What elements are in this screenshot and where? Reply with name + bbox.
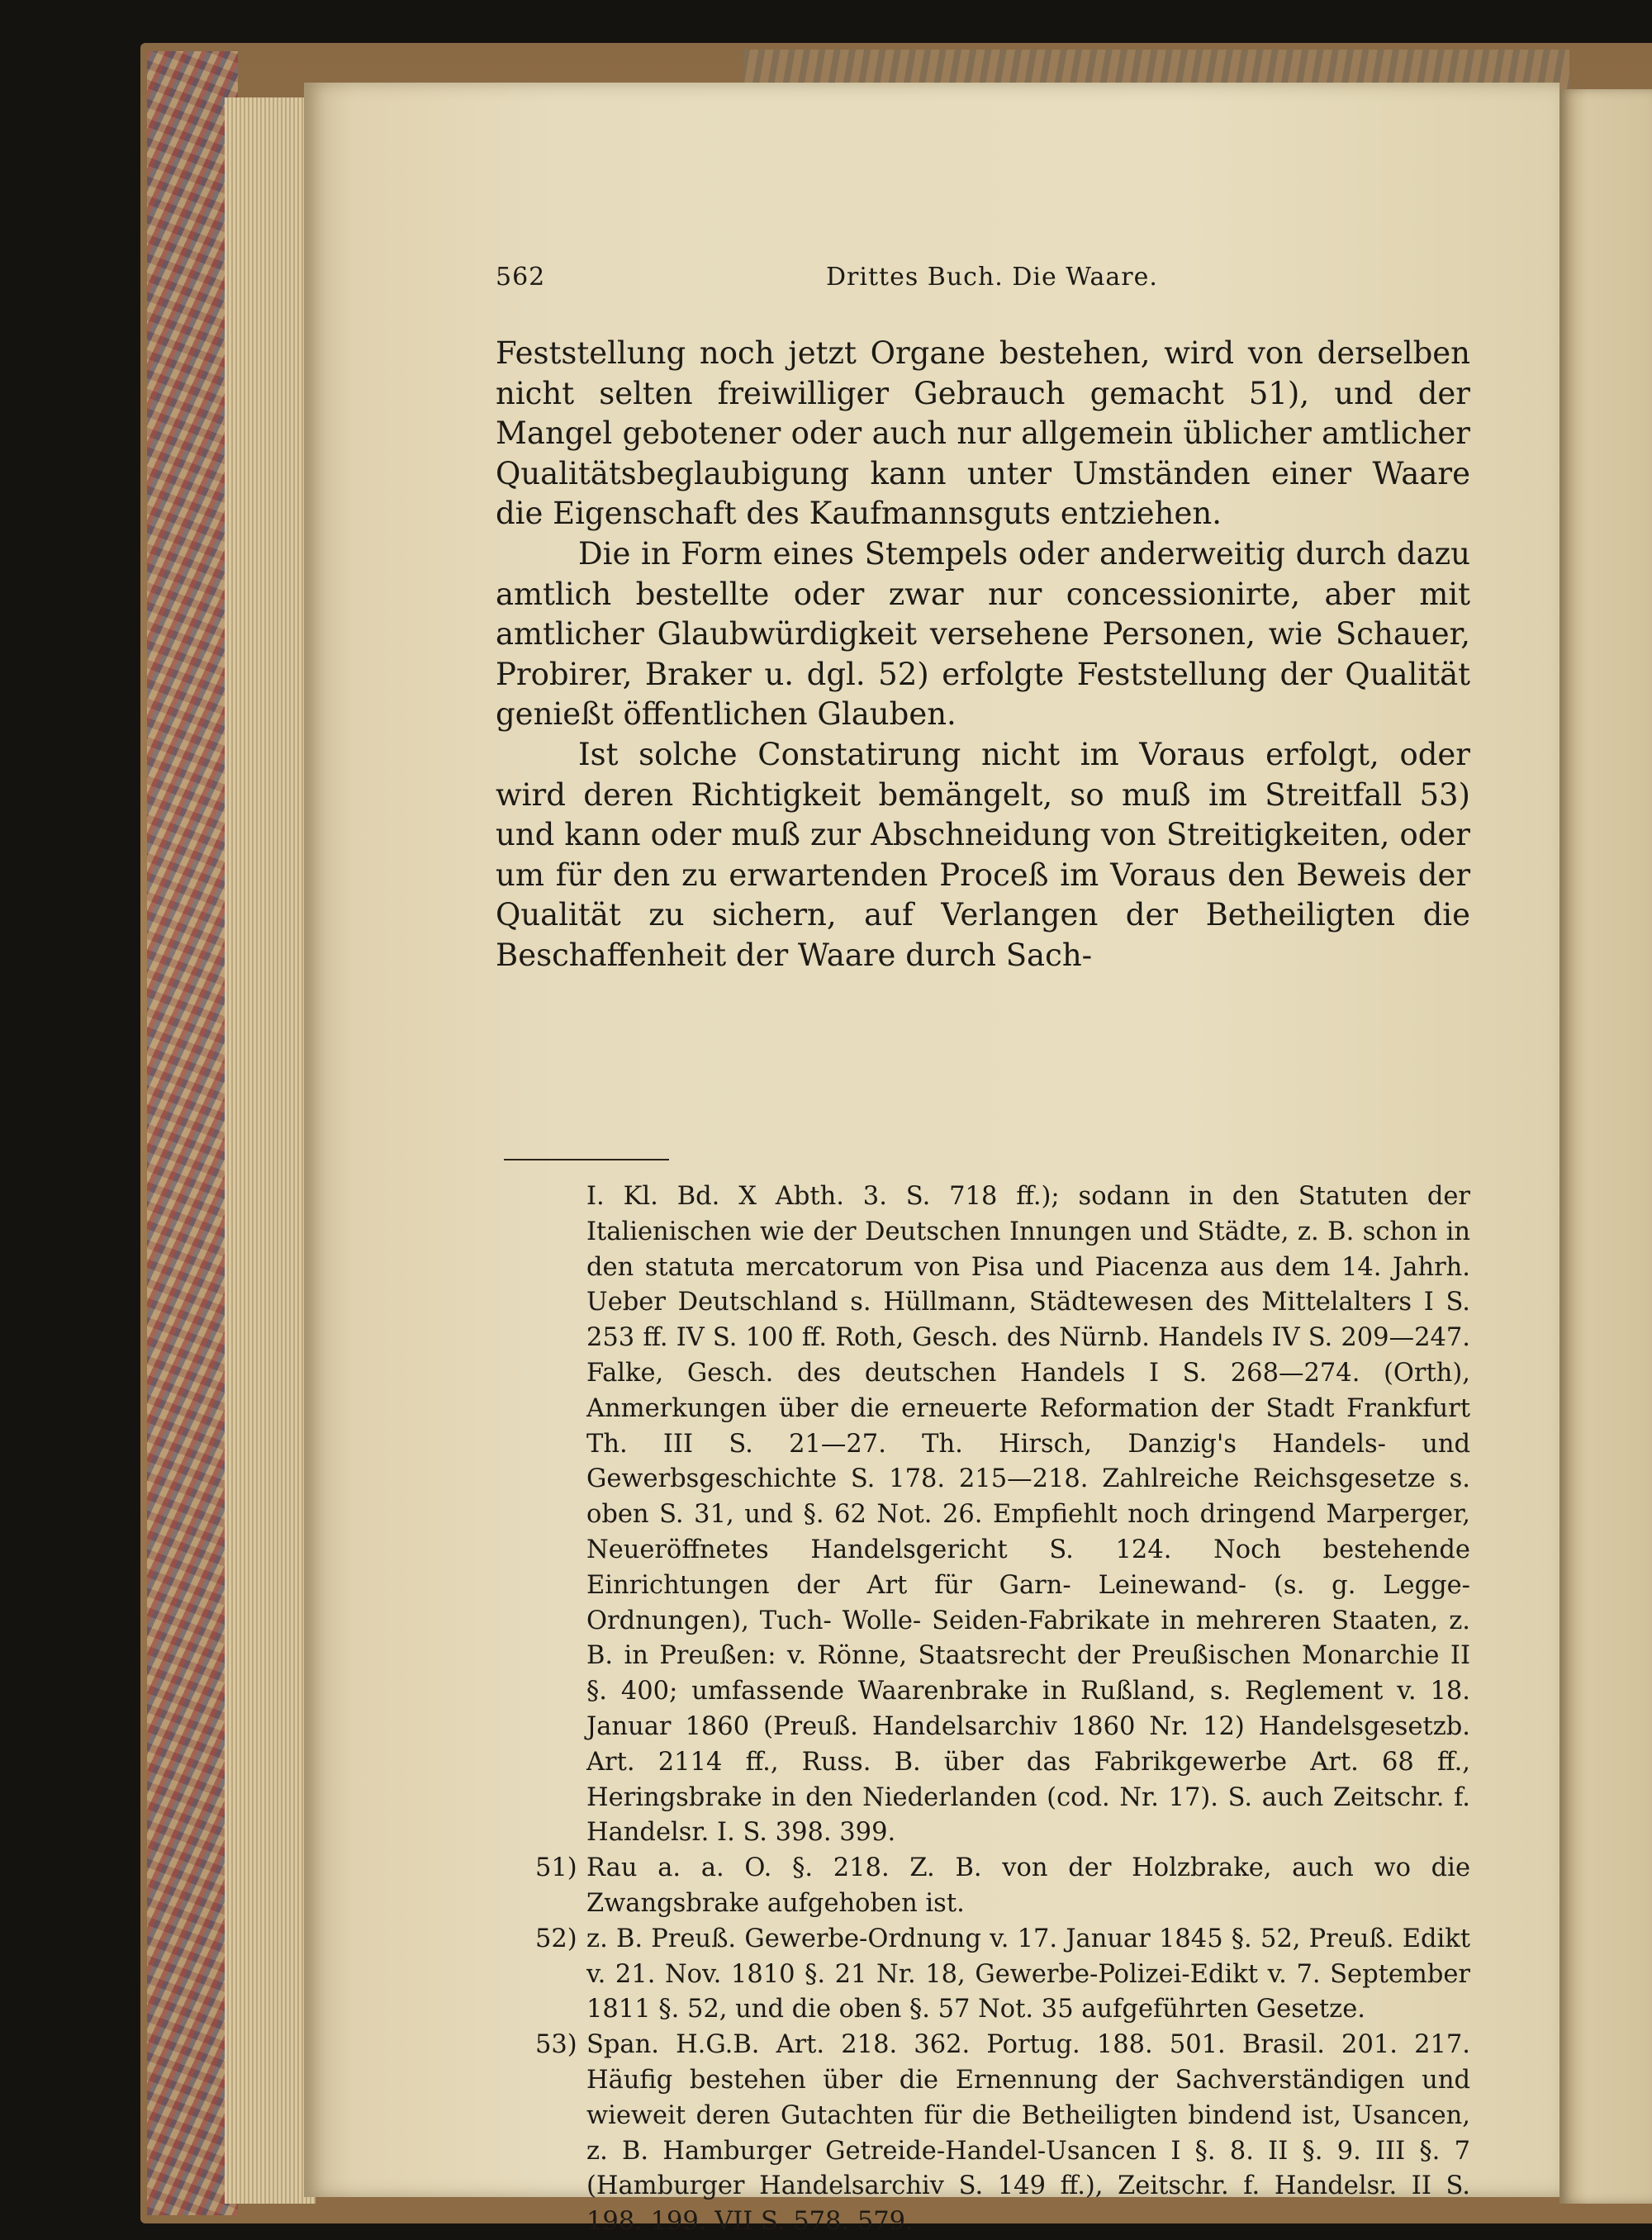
footnote-number: 51) <box>535 1853 577 1883</box>
main-text <box>496 334 1470 976</box>
paragraph: Die in Form eines Stempels oder anderweitig durch dazu amtlich bestellte oder zwar nur concessionirte, aber mit amtlicher Glaubwürdigkeit versehene Personen, wie Schauer, Probirer, Braker u. dgl. 52) erfolgte Feststellung der Qualität genießt öffentlichen Glauben. <box>496 535 1470 733</box>
footnote-rule <box>504 1159 669 1160</box>
page-number: 562 <box>496 263 546 292</box>
footnote-text: z. B. Preuß. Gewerbe-Ordnung v. 17. Januar 1845 §. 52, Preuß. Edikt v. 21. Nov. 1810 §. 21 Nr. 18, Gewerbe-Polizei-Edikt v. 7. September 1811 §. 52, und die oben §. 57 Not. 35 aufgeführten Gesetze. <box>586 1924 1470 2024</box>
footnote-number: 53) <box>535 2030 577 2060</box>
footnote-51 <box>496 1851 1470 1922</box>
footnote-text: Span. H.G.B. Art. 218. 362. Portug. 188. 501. Brasil. 201. 217. Häufig bestehen über die Ernennung der Sachverständigen und wieweit deren Gutachten für die Betheiligten bindend ist, Usancen, z. B. Hamburger Getreide-Handel-Usancen I §. 8. II §. 9. III §. 7 (Hamburger Handelsarchiv S. 149 ff.), Zeitschr. f. Handelsr. II S. 198. 199. VII S. 578. 579. <box>586 2030 1470 2237</box>
footnote-text: I. Kl. Bd. X Abth. 3. S. 718 ff.); sodann in den Statuten der Italienischen wie der Deutschen Innungen und Städte, z. B. schon in den statuta mercatorum von Pisa und Piacenza aus dem 14. Jahrh. Ueber Deutschland s. Hüllmann, Städtewesen des Mittelalters I S. 253 ff. IV S. 100 ff. Roth, Gesch. des Nürnb. Handels IV S. 209—247. Falke, Gesch. des deutschen Handels I S. 268—274. (Orth), Anmerkungen über die erneuerte Reformation der Stadt Frankfurt Th. III S. 21—27. Th. Hirsch, Danzig's Handels- und Gewerbsgeschichte S. 178. 215—218. Zahlreiche Reichsgesetze s. oben S. 31, und §. 62 Not. 26. Empfiehlt noch dringend Marperger, Neueröffnetes Handelsgericht S. 124. Noch bestehende Einrichtungen der Art für Garn- Leinewand- (s. g. Legge-Ordnungen), Tuch- Wolle- Seiden-Fabrikate in mehreren Staaten, z. B. in Preußen: v. Rönne, Staatsrecht der Preußischen Monarchie II §. 400; umfassende Waarenbrake in Rußland, s. Reglement v. 18. Januar 1860 (Preuß. Handelsarchiv 1860 Nr. 12) Handelsgesetzb. Art. 2114 ff., Russ. B. über das Fabrikgewerbe Art. 68 ff., Heringsbrake in den Niederlanden (cod. Nr. 17). S. auch Zeitschr. f. Handelsr. I. S. 398. 399. <box>586 1182 1470 1848</box>
footnote-52 <box>496 1922 1470 2028</box>
footnotes <box>496 1179 1470 2240</box>
paragraph: Feststellung noch jetzt Organe bestehen, wird von derselben nicht selten freiwilliger Gebrauch gemacht 51), und der Mangel gebotener oder auch nur allgemein üblicher amtlicher Qualitätsbeglaubigung kann unter Umständen einer Waare die Eigenschaft des Kaufmannsguts entziehen. <box>496 335 1470 532</box>
footnote-number: 52) <box>535 1924 577 1953</box>
footnote-continuation <box>496 1179 1470 1851</box>
facing-page-edge <box>1559 89 1652 2204</box>
footnote-53 <box>496 2028 1470 2240</box>
paragraph: Ist solche Constatirung nicht im Voraus erfolgt, oder wird deren Richtigkeit bemängelt, so muß im Streitfall 53) und kann oder muß zur Abschneidung von Streitigkeiten, oder um für den zu erwartenden Proceß im Voraus den Beweis der Qualität zu sichern, auf Verlangen der Betheiligten die Beschaffenheit der Waare durch Sach- <box>496 736 1470 973</box>
footnote-text: Rau a. a. O. §. 218. Z. B. von der Holzbrake, auch wo die Zwangsbrake aufgehoben ist. <box>586 1853 1470 1918</box>
running-header <box>496 263 1470 296</box>
running-title: Drittes Buch. Die Waare. <box>826 263 1158 292</box>
page-stack-edge <box>225 97 316 2204</box>
